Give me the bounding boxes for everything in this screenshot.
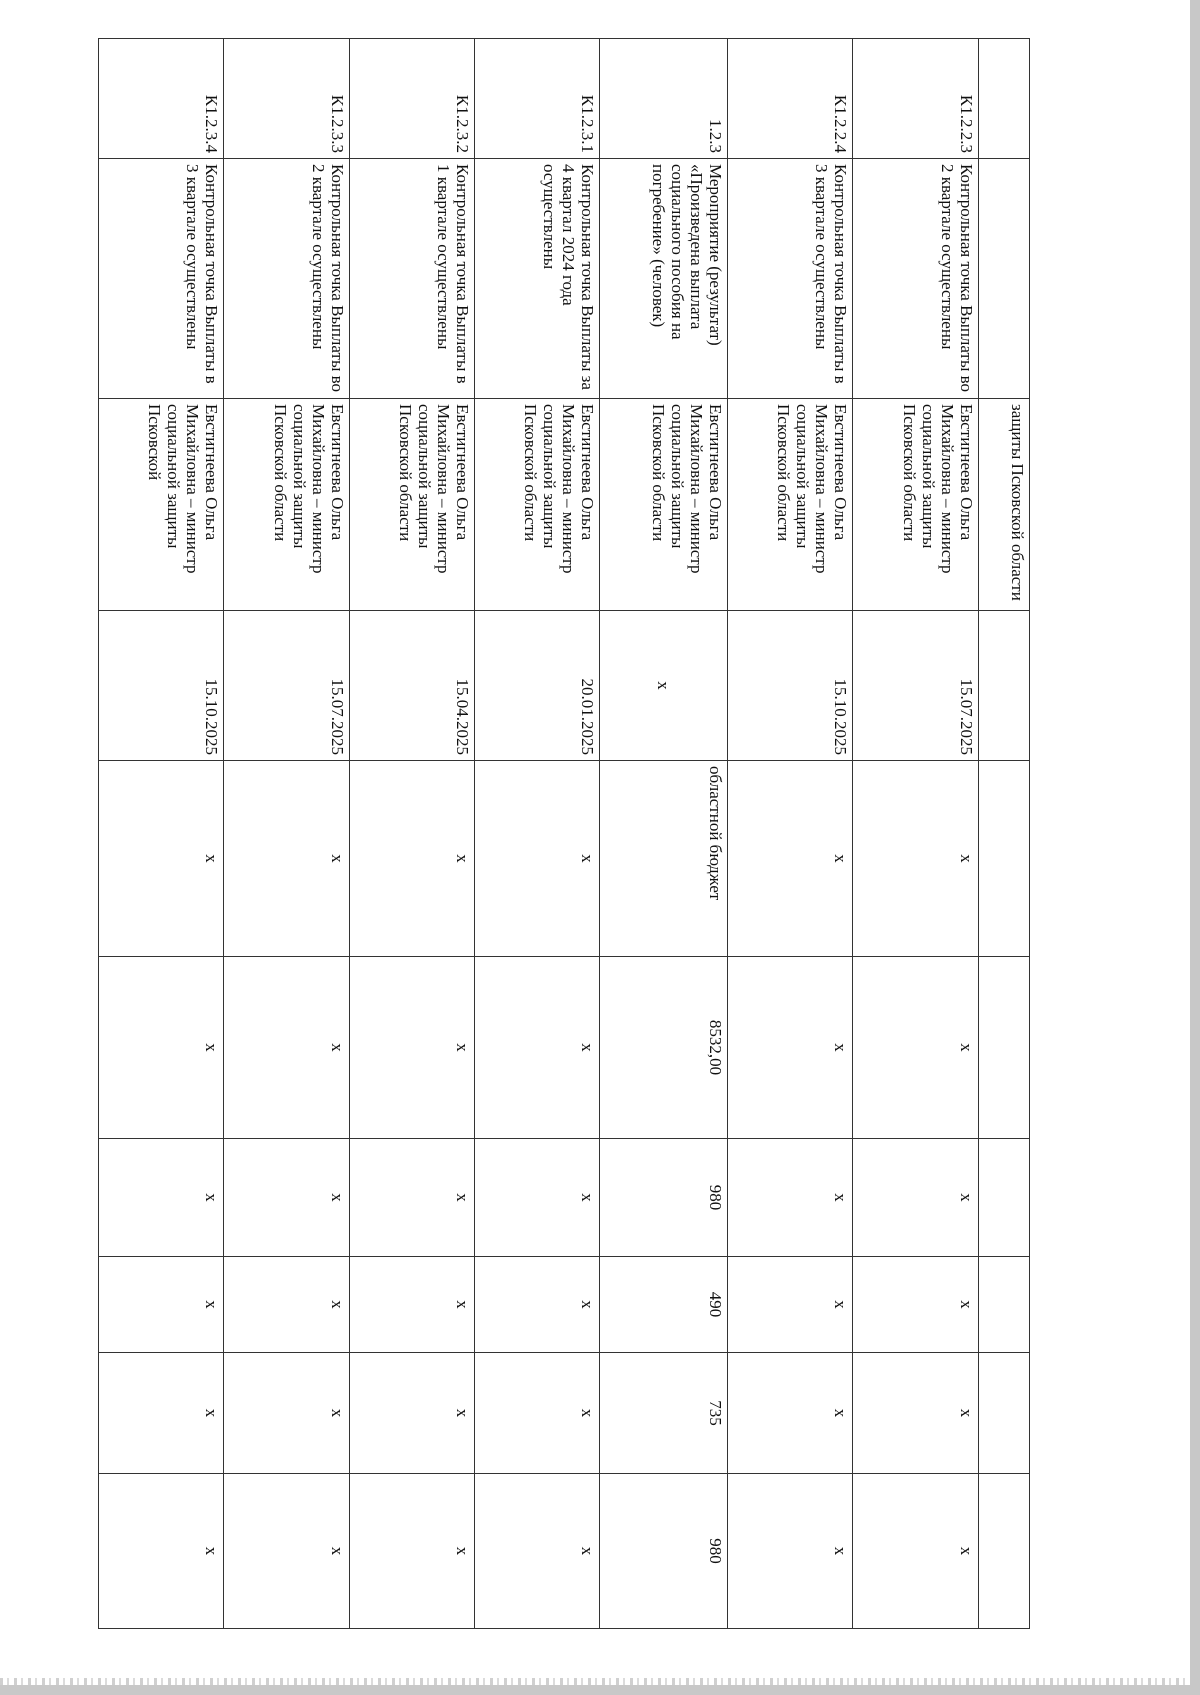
cell-value-3: 735 <box>600 1353 728 1474</box>
cell-code: К1.2.3.3 <box>224 39 349 159</box>
rotated-table-container <box>98 38 1030 1628</box>
cell-source: x <box>224 761 349 957</box>
cell-date: 15.10.2025 <box>99 611 224 761</box>
table-row <box>600 39 728 1629</box>
cell-value-1: x <box>853 1139 978 1257</box>
cell-name: Контрольная точка Выплаты в 1 квартале осуществлены <box>349 159 474 399</box>
cell-value-1: x <box>475 1139 600 1257</box>
table-row <box>224 39 349 1629</box>
cell-value-3 <box>978 1353 1029 1474</box>
cell-source: x <box>853 761 978 957</box>
cell-value-2: x <box>475 1257 600 1353</box>
cell-value-4: 980 <box>600 1474 728 1629</box>
cell-name: Контрольная точка Выплаты в 3 квартале осуществлены <box>727 159 852 399</box>
cell-value-4 <box>978 1474 1029 1629</box>
cell-value-3: x <box>349 1353 474 1474</box>
cell-name: Контрольная точка Выплаты во 2 квартале осуществлены <box>853 159 978 399</box>
cell-responsible: Евстигнеева Ольга Михайловна – министр социальной защиты Псковской области <box>853 399 978 611</box>
cell-value-4: x <box>727 1474 852 1629</box>
activity-plan-table <box>98 38 1030 1629</box>
cell-value-2: 490 <box>600 1257 728 1353</box>
cell-value-1: x <box>727 1139 852 1257</box>
cell-value-3: x <box>475 1353 600 1474</box>
cell-value-1 <box>978 1139 1029 1257</box>
cell-value-4: x <box>475 1474 600 1629</box>
cell-value-4: x <box>349 1474 474 1629</box>
table-row <box>99 39 224 1629</box>
cell-value-2: x <box>349 1257 474 1353</box>
cell-date: x <box>600 611 728 761</box>
cell-value-2: x <box>727 1257 852 1353</box>
cell-responsible: Евстигнеева Ольга Михайловна – министр социальной защиты Псковской области <box>600 399 728 611</box>
cell-date <box>978 611 1029 761</box>
cell-amount <box>978 957 1029 1139</box>
cell-value-2: x <box>853 1257 978 1353</box>
cell-source <box>978 761 1029 957</box>
table-row <box>978 39 1029 1629</box>
cell-source: x <box>349 761 474 957</box>
cell-amount: x <box>349 957 474 1139</box>
cell-amount: x <box>727 957 852 1139</box>
table-row <box>727 39 852 1629</box>
scan-border-bottom <box>0 1685 1200 1695</box>
cell-name: Мероприятие (результат) «Произведена выплата социального пособия на погребение» (человек) <box>600 159 728 399</box>
cell-amount: x <box>224 957 349 1139</box>
cell-value-4: x <box>853 1474 978 1629</box>
cell-source: x <box>727 761 852 957</box>
cell-value-4: x <box>99 1474 224 1629</box>
cell-code <box>978 39 1029 159</box>
cell-value-3: x <box>853 1353 978 1474</box>
cell-value-1: x <box>224 1139 349 1257</box>
scan-border-right <box>1190 0 1200 1695</box>
cell-code: К1.2.2.3 <box>853 39 978 159</box>
cell-amount: 8532,00 <box>600 957 728 1139</box>
cell-name: Контрольная точка Выплаты в 3 квартале осуществлены <box>99 159 224 399</box>
cell-code: К1.2.2.4 <box>727 39 852 159</box>
cell-value-1: x <box>349 1139 474 1257</box>
cell-responsible: Евстигнеева Ольга Михайловна – министр социальной защиты Псковской области <box>224 399 349 611</box>
cell-code: К1.2.3.4 <box>99 39 224 159</box>
cell-date: 20.01.2025 <box>475 611 600 761</box>
cell-source: областной бюджет <box>600 761 728 957</box>
cell-date: 15.04.2025 <box>349 611 474 761</box>
cell-name <box>978 159 1029 399</box>
cell-value-3: x <box>99 1353 224 1474</box>
cell-name: Контрольная точка Выплаты за 4 квартал 2024 года осуществлены <box>475 159 600 399</box>
cell-amount: x <box>475 957 600 1139</box>
cell-value-2: x <box>224 1257 349 1353</box>
cell-value-2: x <box>99 1257 224 1353</box>
cell-date: 15.07.2025 <box>853 611 978 761</box>
cell-responsible: Евстигнеева Ольга Михайловна – министр социальной защиты Псковской области <box>475 399 600 611</box>
cell-amount: x <box>99 957 224 1139</box>
cell-value-2 <box>978 1257 1029 1353</box>
table-row <box>853 39 978 1629</box>
cell-responsible: защиты Псковской области <box>978 399 1029 611</box>
cell-name: Контрольная точка Выплаты во 2 квартале осуществлены <box>224 159 349 399</box>
cell-code: 1.2.3 <box>600 39 728 159</box>
cell-responsible: Евстигнеева Ольга Михайловна – министр социальной защиты Псковской области <box>727 399 852 611</box>
scan-noise-strip <box>0 1678 1190 1685</box>
cell-value-3: x <box>224 1353 349 1474</box>
cell-responsible: Евстигнеева Ольга Михайловна – министр социальной защиты Псковской <box>99 399 224 611</box>
cell-value-3: x <box>727 1353 852 1474</box>
cell-code: К1.2.3.1 <box>475 39 600 159</box>
cell-value-4: x <box>224 1474 349 1629</box>
cell-source: x <box>475 761 600 957</box>
cell-date: 15.10.2025 <box>727 611 852 761</box>
table-row <box>475 39 600 1629</box>
cell-date: 15.07.2025 <box>224 611 349 761</box>
table-row <box>349 39 474 1629</box>
cell-source: x <box>99 761 224 957</box>
cell-responsible: Евстигнеева Ольга Михайловна – министр социальной защиты Псковской области <box>349 399 474 611</box>
cell-amount: x <box>853 957 978 1139</box>
cell-value-1: x <box>99 1139 224 1257</box>
cell-value-1: 980 <box>600 1139 728 1257</box>
cell-code: К1.2.3.2 <box>349 39 474 159</box>
